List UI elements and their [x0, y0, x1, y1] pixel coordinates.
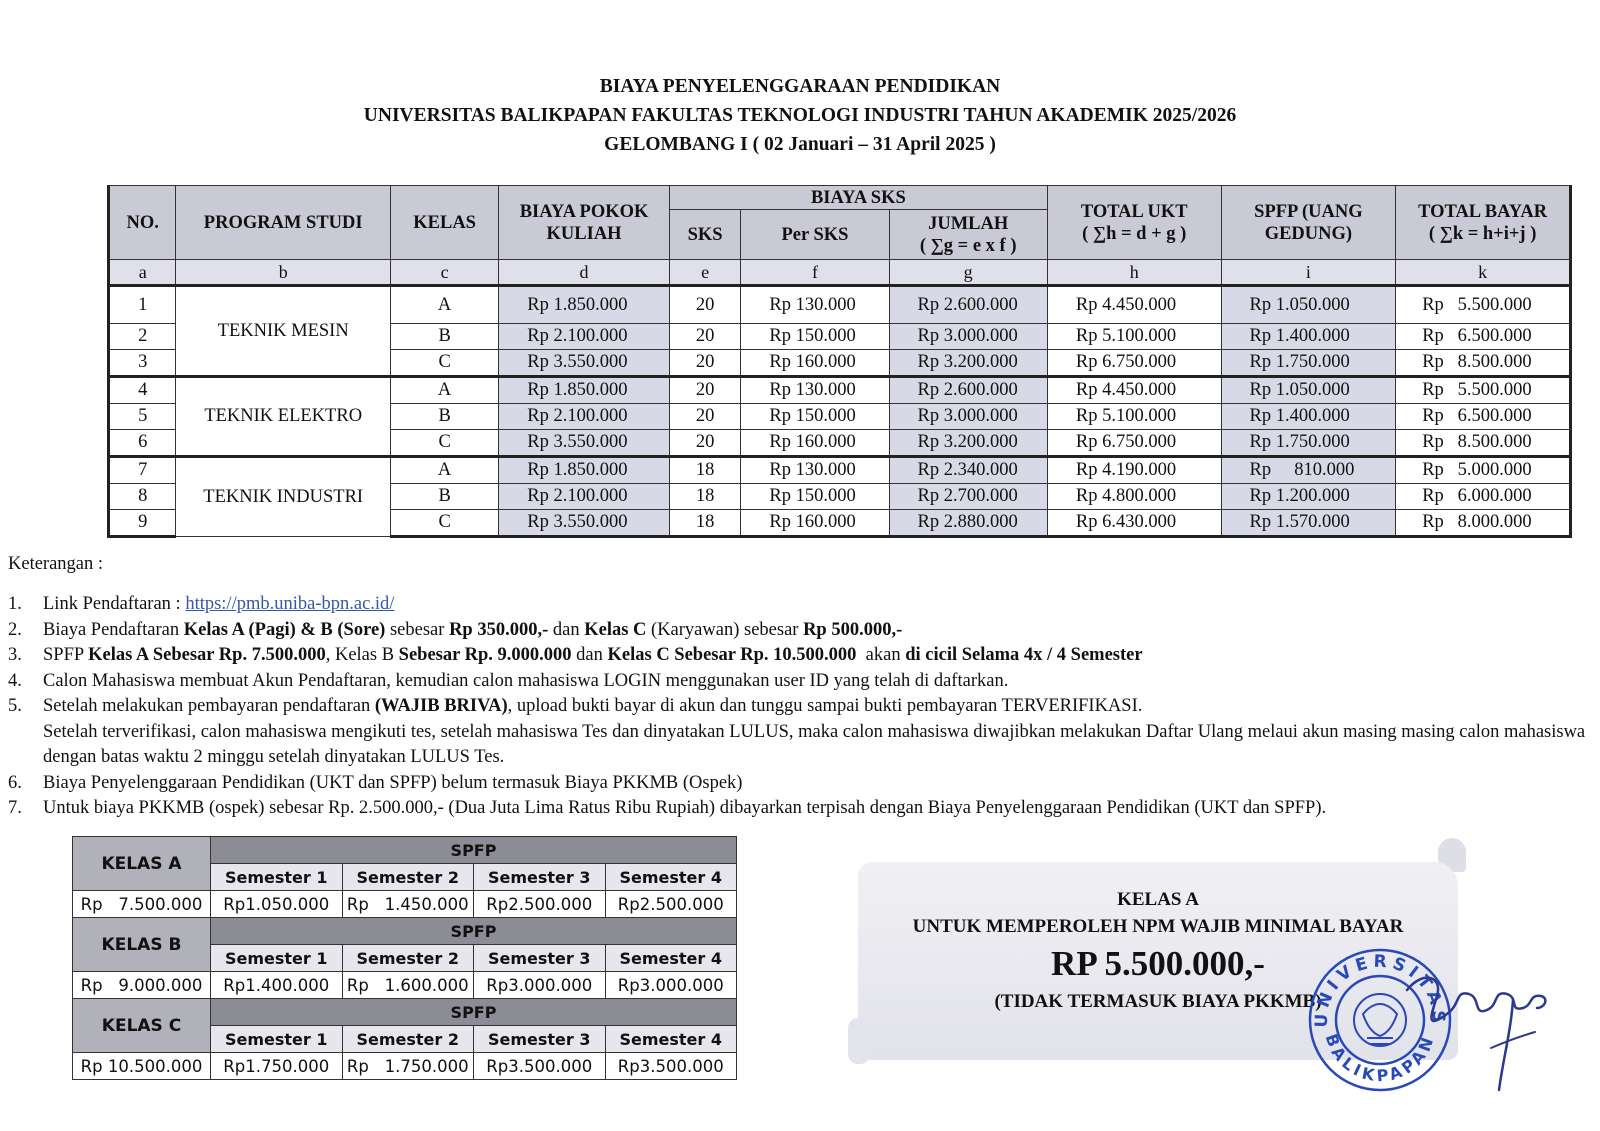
note-3-part: di cicil Selama 4x / 4 Semester: [905, 645, 1143, 665]
cell-per-sks: Rp 130.000: [741, 457, 889, 484]
cell-biaya-pokok: Rp 1.850.000: [499, 286, 670, 324]
cell-program: TEKNIK INDUSTRI: [176, 457, 391, 537]
note-2-part: Kelas C: [584, 619, 647, 640]
fee-table: [107, 185, 1572, 538]
cell-spfp: Rp 1.750.000: [1221, 350, 1396, 377]
note-text: [43, 618, 1588, 644]
note-number: 7.: [8, 798, 22, 818]
cell-total-bayar: Rp 8.500.000: [1396, 350, 1571, 377]
cell-biaya-pokok: Rp 2.100.000: [499, 484, 670, 510]
spfp-header: SPFP: [211, 999, 737, 1026]
cell-kelas: A: [390, 457, 498, 484]
cell-sks: 18: [669, 457, 741, 484]
letter-cell: h: [1047, 260, 1221, 286]
header-total-bayar: [1396, 186, 1571, 260]
note-item: [8, 771, 1588, 797]
spfp-value-row: [73, 972, 737, 999]
header-total-bayar-line1: TOTAL BAYAR: [1418, 201, 1548, 222]
spfp-semester-label: Semester 2: [342, 1026, 474, 1053]
cell-jumlah: Rp 2.700.000: [889, 484, 1047, 510]
cell-no: 3: [109, 350, 176, 377]
note-item: [8, 643, 1588, 669]
cell-jumlah: Rp 2.880.000: [889, 510, 1047, 537]
cell-spfp: Rp 1.050.000: [1221, 286, 1396, 324]
cell-no: 2: [109, 324, 176, 350]
cell-kelas: C: [390, 510, 498, 537]
signature-icon: [1395, 950, 1555, 1100]
header-jumlah-line2: ( ∑g = e x f ): [919, 235, 1017, 256]
cell-kelas: B: [390, 324, 498, 350]
spfp-semester-label: Semester 1: [211, 864, 343, 891]
spfp-value-row: [73, 891, 737, 918]
note-number: 4.: [8, 670, 22, 691]
cell-spfp: Rp 1.200.000: [1221, 484, 1396, 510]
stamp-text-top: UNIVERSITAS: [1311, 951, 1449, 1028]
cell-sks: 20: [669, 324, 741, 350]
spfp-header-row: [73, 837, 737, 864]
cell-spfp: Rp 1.050.000: [1221, 377, 1396, 404]
note-3-part: Kelas C Sebesar Rp. 10.500.000: [607, 645, 857, 665]
spfp-semester-label: Semester 2: [342, 945, 474, 972]
spfp-semester-value: Rp2.500.000: [605, 891, 737, 918]
note-item: [8, 669, 1588, 695]
note-number: 5.: [8, 696, 22, 716]
cell-total-bayar: Rp 5.500.000: [1396, 377, 1571, 404]
cell-total-ukt: Rp 4.190.000: [1047, 457, 1221, 484]
spfp-table-body: [73, 837, 737, 1080]
note-2-part: Rp 500.000,-: [803, 619, 903, 640]
spfp-semester-label: Semester 4: [605, 945, 737, 972]
cell-per-sks: Rp 150.000: [741, 404, 889, 430]
cell-sks: 18: [669, 484, 741, 510]
letter-cell: g: [889, 260, 1047, 286]
notes-label: Keterangan :: [8, 554, 104, 574]
note-3-part: , Kelas B: [325, 645, 399, 665]
letter-cell: k: [1396, 260, 1571, 286]
header-spfp: [1221, 186, 1396, 260]
cell-total-bayar: Rp 5.500.000: [1396, 286, 1571, 324]
cell-total-bayar: Rp 6.000.000: [1396, 484, 1571, 510]
header-per-sks: Per SKS: [741, 210, 889, 260]
spfp-semester-value: Rp3.500.000: [605, 1053, 737, 1080]
note-2-part: sebesar: [385, 619, 450, 640]
cell-jumlah: Rp 3.200.000: [889, 430, 1047, 457]
note-number: 6.: [8, 772, 22, 793]
cell-program: TEKNIK ELEKTRO: [176, 377, 391, 457]
cell-kelas: C: [390, 350, 498, 377]
cell-total-bayar: Rp 6.500.000: [1396, 324, 1571, 350]
spfp-header-row: [73, 999, 737, 1026]
header-sks: SKS: [669, 210, 741, 260]
banner-kelas: KELAS A: [1117, 889, 1199, 910]
table-row: [109, 457, 1571, 484]
note-item: [8, 592, 1588, 618]
banner-requirement: UNTUK MEMPEROLEH NPM WAJIB MINIMAL BAYAR: [912, 916, 1404, 937]
header-biaya-pokok: [499, 186, 670, 260]
cell-sks: 20: [669, 286, 741, 324]
cell-kelas: A: [390, 286, 498, 324]
document-title: [0, 72, 1600, 159]
cell-sks: 20: [669, 377, 741, 404]
banner-note: (TIDAK TERMASUK BIAYA PKKMB): [994, 991, 1322, 1012]
spfp-semester-value: Rp3.000.000: [605, 972, 737, 999]
cell-no: 7: [109, 457, 176, 484]
cell-sks: 20: [669, 430, 741, 457]
cell-total-bayar: Rp 8.500.000: [1396, 430, 1571, 457]
stamp-text-bottom: BALIKPAPAN: [1321, 1031, 1439, 1086]
registration-link[interactable]: https://pmb.uniba-bpn.ac.id/: [185, 594, 395, 614]
note-number: 2.: [8, 619, 22, 640]
cell-total-ukt: Rp 6.750.000: [1047, 350, 1221, 377]
cell-biaya-pokok: Rp 3.550.000: [499, 350, 670, 377]
spfp-kelas-label: KELAS C: [73, 999, 211, 1053]
note-item: [8, 694, 1588, 771]
note-text: Untuk biaya PKKMB (ospek) sebesar Rp. 2.500.000,- (Dua Juta Lima Ratus Ribu Rupiah) dibayarkan terpisah dengan Biaya Penyelenggaraan Pendidikan (UKT dan SPFP).: [43, 798, 1327, 818]
note-2-part: Biaya Pendaftaran: [43, 619, 184, 640]
note-text: [43, 694, 1588, 771]
header-biaya-pokok-line2: KULIAH: [546, 223, 622, 244]
cell-no: 6: [109, 430, 176, 457]
cell-per-sks: Rp 130.000: [741, 286, 889, 324]
note-item: [8, 796, 1588, 822]
spfp-semester-label: Semester 1: [211, 945, 343, 972]
letter-cell: c: [390, 260, 498, 286]
header-jumlah: [889, 210, 1047, 260]
cell-total-ukt: Rp 4.450.000: [1047, 286, 1221, 324]
cell-per-sks: Rp 160.000: [741, 510, 889, 537]
spfp-semester-value: Rp1.750.000: [211, 1053, 343, 1080]
spfp-kelas-label: KELAS B: [73, 918, 211, 972]
header-spfp-line1: SPFP (UANG: [1254, 201, 1363, 222]
cell-no: 4: [109, 377, 176, 404]
cell-total-ukt: Rp 6.750.000: [1047, 430, 1221, 457]
cell-kelas: A: [390, 377, 498, 404]
note-3-part: Sebesar Rp. 9.000.000: [398, 645, 572, 665]
cell-biaya-pokok: Rp 3.550.000: [499, 510, 670, 537]
note-1-prefix: Link Pendaftaran :: [43, 594, 186, 614]
cell-spfp: Rp 810.000: [1221, 457, 1396, 484]
spfp-header: SPFP: [211, 918, 737, 945]
cell-total-bayar: Rp 5.000.000: [1396, 457, 1571, 484]
fee-table-body: [109, 286, 1571, 537]
spfp-semester-value: Rp3.500.000: [474, 1053, 606, 1080]
header-total-bayar-line2: ( ∑k = h+i+j ): [1428, 223, 1537, 244]
spfp-semester-value: Rp1.400.000: [211, 972, 343, 999]
note-3-part: akan: [856, 645, 906, 665]
cell-total-ukt: Rp 4.800.000: [1047, 484, 1221, 510]
note-5-continuation: Setelah terverifikasi, calon mahasiswa mengikuti tes, setelah mahasiswa Tes dan dinyatakan LULUS, maka calon mahasiswa diwajibkan melakukan Daftar Ulang melaui akun masing masing calon mahasiswa dengan batas waktu 2 minggu setelah dinyatakan LULUS Tes.: [43, 721, 1586, 767]
cell-spfp: Rp 1.750.000: [1221, 430, 1396, 457]
cell-no: 9: [109, 510, 176, 537]
cell-jumlah: Rp 3.000.000: [889, 324, 1047, 350]
note-5-part: , upload bukti bayar di akun dan tunggu sampai bukti pembayaran TERVERIFIKASI.: [507, 696, 1143, 716]
spfp-semester-value: Rp 1.750.000: [342, 1053, 474, 1080]
note-2-part: Rp 350.000,-: [449, 619, 549, 640]
spfp-semester-label: Semester 4: [605, 864, 737, 891]
note-2-part: (Karyawan) sebesar: [646, 619, 804, 640]
cell-jumlah: Rp 2.340.000: [889, 457, 1047, 484]
letter-cell: e: [669, 260, 741, 286]
cell-no: 8: [109, 484, 176, 510]
cell-no: 5: [109, 404, 176, 430]
table-row: [109, 377, 1571, 404]
spfp-semester-value: Rp1.050.000: [211, 891, 343, 918]
cell-jumlah: Rp 2.600.000: [889, 377, 1047, 404]
spfp-semester-label: Semester 4: [605, 1026, 737, 1053]
header-biaya-sks: BIAYA SKS: [669, 186, 1047, 210]
header-no: NO.: [109, 186, 176, 260]
note-5-part: (WAJIB BRIVA): [374, 696, 508, 716]
note-text: [43, 643, 1588, 669]
cell-kelas: B: [390, 404, 498, 430]
note-text: [43, 592, 1588, 618]
note-2-part: Kelas A (Pagi) & B (Sore): [183, 619, 386, 640]
cell-sks: 20: [669, 404, 741, 430]
cell-total-ukt: Rp 4.450.000: [1047, 377, 1221, 404]
header-spfp-line2: GEDUNG): [1264, 223, 1353, 244]
cell-per-sks: Rp 150.000: [741, 484, 889, 510]
header-jumlah-line1: JUMLAH: [928, 213, 1009, 234]
notes-list: [8, 592, 1588, 822]
note-3-part: dan: [571, 645, 608, 665]
letter-cell: f: [741, 260, 889, 286]
title-line-2: UNIVERSITAS BALIKPAPAN FAKULTAS TEKNOLOGI INDUSTRI TAHUN AKADEMIK 2025/2026: [363, 105, 1237, 126]
spfp-semester-label: Semester 2: [342, 864, 474, 891]
spfp-total: Rp 7.500.000: [73, 891, 211, 918]
spfp-semester-value: Rp 1.450.000: [342, 891, 474, 918]
cell-spfp: Rp 1.400.000: [1221, 324, 1396, 350]
note-5-part: Setelah melakukan pembayaran pendaftaran: [43, 696, 375, 716]
cell-per-sks: Rp 150.000: [741, 324, 889, 350]
spfp-value-row: [73, 1053, 737, 1080]
spfp-header-row: [73, 918, 737, 945]
title-line-3: GELOMBANG I ( 02 Januari – 31 April 2025 ): [604, 134, 996, 155]
cell-spfp: Rp 1.400.000: [1221, 404, 1396, 430]
letter-cell: i: [1221, 260, 1396, 286]
cell-jumlah: Rp 3.200.000: [889, 350, 1047, 377]
cell-sks: 20: [669, 350, 741, 377]
spfp-semester-value: Rp 1.600.000: [342, 972, 474, 999]
spfp-installment-tables: [72, 836, 737, 1080]
note-2-part: dan: [548, 619, 585, 640]
note-3-part: Kelas A Sebesar Rp. 7.500.000: [88, 645, 326, 665]
cell-kelas: B: [390, 484, 498, 510]
cell-kelas: C: [390, 430, 498, 457]
header-program: PROGRAM STUDI: [176, 186, 391, 260]
spfp-semester-label: Semester 3: [474, 1026, 606, 1053]
spfp-total: Rp 9.000.000: [73, 972, 211, 999]
spfp-header: SPFP: [211, 837, 737, 864]
cell-biaya-pokok: Rp 1.850.000: [499, 457, 670, 484]
spfp-table: [72, 836, 737, 1080]
header-total-ukt: [1047, 186, 1221, 260]
cell-per-sks: Rp 160.000: [741, 430, 889, 457]
cell-total-bayar: Rp 8.000.000: [1396, 510, 1571, 537]
cell-per-sks: Rp 130.000: [741, 377, 889, 404]
scroll-banner-roll-bottom: [848, 1018, 870, 1064]
note-number: 3.: [8, 645, 22, 665]
header-biaya-pokok-line1: BIAYA POKOK: [519, 201, 649, 222]
spfp-semester-value: Rp2.500.000: [474, 891, 606, 918]
cell-total-ukt: Rp 5.100.000: [1047, 404, 1221, 430]
cell-biaya-pokok: Rp 3.550.000: [499, 430, 670, 457]
cell-biaya-pokok: Rp 2.100.000: [499, 404, 670, 430]
header-total-ukt-line2: ( ∑h = d + g ): [1082, 223, 1187, 244]
table-row: [109, 286, 1571, 324]
header-total-ukt-line1: TOTAL UKT: [1080, 201, 1188, 222]
cell-per-sks: Rp 160.000: [741, 350, 889, 377]
spfp-kelas-label: KELAS A: [73, 837, 211, 891]
note-number: 1.: [8, 594, 22, 614]
note-text: Biaya Penyelenggaraan Pendidikan (UKT dan SPFP) belum termasuk Biaya PKKMB (Ospek): [43, 772, 743, 793]
cell-program: TEKNIK MESIN: [176, 286, 391, 377]
note-item: [8, 618, 1588, 644]
cell-total-ukt: Rp 5.100.000: [1047, 324, 1221, 350]
spfp-total: Rp 10.500.000: [73, 1053, 211, 1080]
spfp-semester-label: Semester 3: [474, 945, 606, 972]
spfp-semester-value: Rp3.000.000: [474, 972, 606, 999]
header-kelas: KELAS: [390, 186, 498, 260]
letter-cell: a: [109, 260, 176, 286]
cell-jumlah: Rp 2.600.000: [889, 286, 1047, 324]
cell-jumlah: Rp 3.000.000: [889, 404, 1047, 430]
title-line-1: BIAYA PENYELENGGARAAN PENDIDIKAN: [599, 76, 1001, 97]
cell-spfp: Rp 1.570.000: [1221, 510, 1396, 537]
banner-amount: RP 5.500.000,-: [1051, 944, 1265, 983]
cell-total-bayar: Rp 6.500.000: [1396, 404, 1571, 430]
cell-biaya-pokok: Rp 1.850.000: [499, 377, 670, 404]
cell-no: 1: [109, 286, 176, 324]
spfp-semester-label: Semester 1: [211, 1026, 343, 1053]
note-text: Calon Mahasiswa membuat Akun Pendaftaran, kemudian calon mahasiswa LOGIN menggunakan user ID yang telah di daftarkan.: [43, 670, 1009, 691]
note-3-part: SPFP: [43, 645, 89, 665]
spfp-semester-label: Semester 3: [474, 864, 606, 891]
cell-sks: 18: [669, 510, 741, 537]
cell-biaya-pokok: Rp 2.100.000: [499, 324, 670, 350]
letter-cell: b: [176, 260, 391, 286]
cell-total-ukt: Rp 6.430.000: [1047, 510, 1221, 537]
letter-cell: d: [499, 260, 670, 286]
